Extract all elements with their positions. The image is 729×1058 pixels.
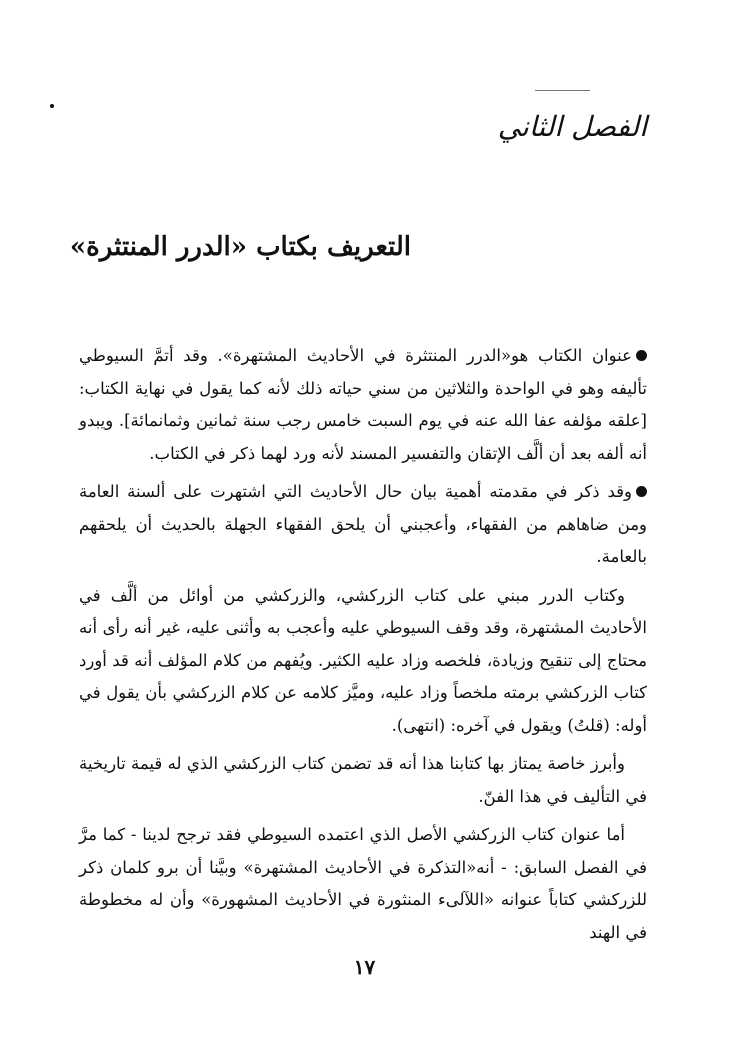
bullet-icon xyxy=(636,486,647,497)
section-title: التعريف بكتاب «الدرر المنتثرة» xyxy=(69,232,411,262)
paragraph-3 xyxy=(79,580,647,743)
body-text xyxy=(79,340,647,955)
paragraph-1 xyxy=(79,340,647,470)
paragraph-4 xyxy=(79,748,647,813)
bullet-icon xyxy=(636,350,647,361)
paragraph-text: أما عنوان كتاب الزركشي الأصل الذي اعتمده السيوطي فقد ترجح لدينا - كما مرَّ في الفصل السابق: - أنه«التذكرة في الأحاديث المشتهرة» وبيَّنا أن برو كلمان ذكر للزركشي كتاباً عنوانه «اللآلىء المنثورة في الأحاديث المشهورة» وأن له مخطوطة في الهند xyxy=(79,825,647,942)
page-number: ١٧ xyxy=(353,955,376,979)
paragraph-5 xyxy=(79,819,647,949)
paragraph-text: وكتاب الدرر مبني على كتاب الزركشي، والزركشي من أوائل من ألَّف في الأحاديث المشتهرة، وقد وقف السيوطي عليه وأعجب به وأثنى عليه، غير أنه رأى أنه محتاج إلى تنقيح وزيادة، فلخصه وزاد عليه الكثير. ويُفهم من كلام المؤلف أنه قد أورد كتاب الزركشي برمته ملخصاً وزاد عليه، وميَّز كلامه عن كلام الزركشي بأن يقول في أوله: (قلتُ) ويقول في آخره: (انتهى). xyxy=(79,585,647,735)
paragraph-text: وقد ذكر في مقدمته أهمية بيان حال الأحاديث التي اشتهرت على ألسنة العامة ومن ضاهاهم من الفقهاء، وأعجبني أن يلحق الفقهاء الجهلة بالحديث أن يلحقهم بالعامة. xyxy=(79,482,647,566)
top-rule xyxy=(535,90,590,91)
margin-dot xyxy=(50,104,54,108)
paragraph-text: عنوان الكتاب هو«الدرر المنتثرة في الأحاديث المشتهرة». وقد أتمَّ السيوطي تأليفه وهو في الواحدة والثلاثين من سني حياته ذلك لأنه كما يقول في نهاية الكتاب: [علقه مؤلفه عفا الله عنه في يوم السبت خامس رجب سنة ثمانين وثمانمائة]. ويبدو أنه ألفه بعد أن ألَّف الإتقان والتفسير المسند لأنه ورد لهما ذكر في الكتاب. xyxy=(79,346,647,463)
paragraph-2 xyxy=(79,476,647,574)
chapter-heading: الفصل الثاني xyxy=(497,110,647,143)
paragraph-text: وأبرز خاصة يمتاز بها كتابنا هذا أنه قد تضمن كتاب الزركشي الذي له قيمة تاريخية في التأليف في هذا الفنّ. xyxy=(79,754,647,806)
